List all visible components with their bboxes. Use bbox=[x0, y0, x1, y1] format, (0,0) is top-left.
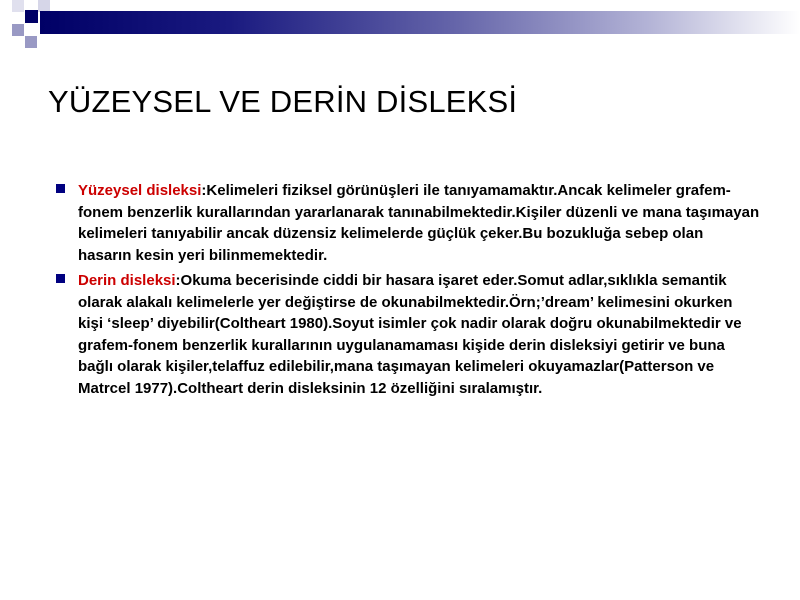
square-bullet-icon bbox=[56, 274, 65, 283]
bullet-text bbox=[78, 180, 760, 266]
decor-square bbox=[25, 36, 37, 48]
bullet-item-surface-dyslexia bbox=[48, 180, 760, 266]
decor-square bbox=[12, 24, 24, 36]
bullet-item-deep-dyslexia bbox=[48, 270, 760, 399]
decor-square bbox=[25, 10, 38, 23]
bullet-term: Yüzeysel disleksi bbox=[78, 182, 202, 199]
bullet-term: Derin disleksi bbox=[78, 272, 176, 289]
bullet-body: :Kelimeleri fiziksel görünüşleri ile tanıyamamaktır.Ancak kelimeler grafem-fonem benzerlik kurallarından yararlanarak tanınabilmektedir.Kişiler düzenli ve mana taşımayan kelimeleri tanıyabilir ancak düzensiz kelimelerde güçlük çeker.Bu bozukluğa sebep olan hasarın kesin yeri bilinmemektedir. bbox=[78, 182, 760, 264]
bullet-body: :Okuma becerisinde ciddi bir hasara işaret eder.Somut adlar,sıklıkla semantik olarak alakalı kelimelerle yer değiştirse de okunabilmektedir.Örn;’dream’ kelimesini okurken kişi ‘sleep’ diyebilir(Coltheart 1980).Soyut isimler çok nadir olarak doğru okunabilmektedir ve grafem-fonem benzerlik kurallarının uygulanamaması kişide derin disleksiyi getirir ve buna bağlı olarak kişiler,telaffuz edilebilir,mana taşımayan kelimeleri okuyamazlar(Patterson ve Matrcel 1977).Coltheart derin disleksinin 12 özelliğini sıralamıştır. bbox=[78, 272, 742, 397]
bullet-list bbox=[48, 180, 760, 403]
square-bullet-icon bbox=[56, 184, 65, 193]
header-gradient-bar bbox=[40, 11, 800, 34]
bullet-text bbox=[78, 270, 760, 399]
slide-title: YÜZEYSEL VE DERİN DİSLEKSİ bbox=[48, 84, 518, 119]
decor-square bbox=[12, 0, 24, 12]
